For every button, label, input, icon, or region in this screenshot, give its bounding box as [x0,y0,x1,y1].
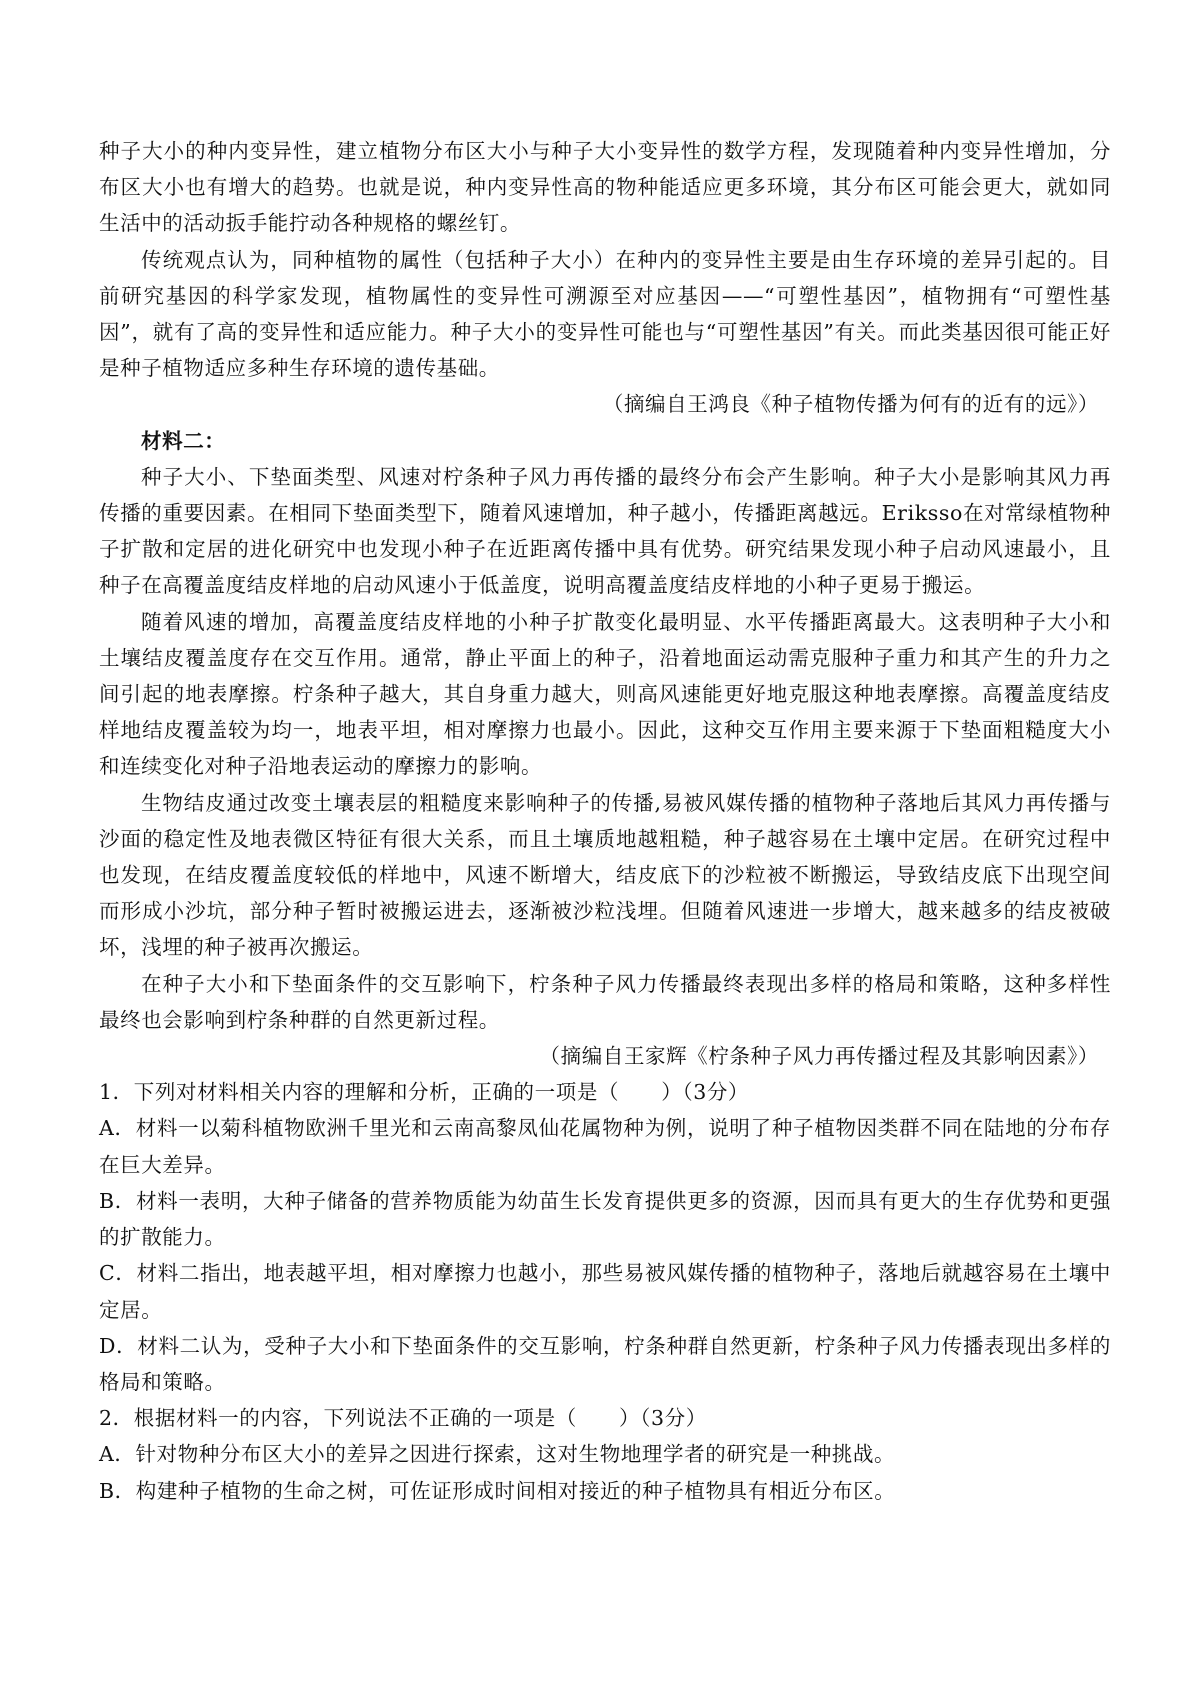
answer-option: D．材料二认为，受种子大小和下垫面条件的交互影响，柠条种群自然更新，柠条种子风力传播表现出多样的格局和策略。 [99,1333,1111,1394]
source-citation: （摘编自王鸿良《种子植物传播为何有的近有的远》） [602,392,1099,417]
material-heading: 材料二： [141,428,226,453]
answer-option: C．材料二指出，地表越平坦，相对摩擦力也越小，那些易被风媒传播的植物种子，落地后就越容易在土壤中定居。 [99,1261,1111,1322]
intro-paragraph: 种子大小的种内变异性，建立植物分布区大小与种子大小变异性的数学方程，发现随着种内变异性增加，分布区大小也有增大的趋势。也就是说，种内变异性高的物种能适应更多环境，其分布区可能会更大，就如同生活中的活动扳手能拧动各种规格的螺丝钉。 [99,139,1111,236]
intro-paragraph: 传统观点认为，同种植物的属性（包括种子大小）在种内的变异性主要是由生存环境的差异引起的。目前研究基因的科学家发现，植物属性的变异性可溯源至对应基因——“可塑性基因”，植物拥有“可塑性基因”，就有了高的变异性和适应能力。种子大小的变异性可能也与“可塑性基因”有关。而此类基因很可能正好是种子植物适应多种生存环境的遗传基础。 [99,247,1111,381]
answer-option: B．构建种子植物的生命之树，可佐证形成时间相对接近的种子植物具有相近分布区。 [99,1478,896,1503]
answer-option: B．材料一表明，大种子储备的营养物质能为幼苗生长发育提供更多的资源，因而具有更大的生存优势和更强的扩散能力。 [99,1188,1111,1250]
material-paragraph: 在种子大小和下垫面条件的交互影响下，柠条种子风力传播最终表现出多样的格局和策略，这种多样性最终也会影响到柠条种群的自然更新过程。 [99,971,1111,1032]
material-paragraph: 种子大小、下垫面类型、风速对柠条种子风力再传播的最终分布会产生影响。种子大小是影响其风力再传播的重要因素。在相同下垫面类型下，随着风速增加，种子越小，传播距离越远。Eriksso在对常绿植物种子扩散和定居的进化研究中也发现小种子在近距离传播中具有优势。研究结果发现小种子启动风速最小，且种子在高覆盖度结皮样地的启动风速小于低盖度，说明高覆盖度结皮样地的小种子更易于搬运。 [99,464,1111,598]
document-page [99,133,1111,1509]
material-paragraph: 随着风速的增加，高覆盖度结皮样地的小种子扩散变化最明显、水平传播距离最大。这表明种子大小和土壤结皮覆盖度存在交互作用。通常，静止平面上的种子，沿着地面运动需克服种子重力和其产生的升力之间引起的地表摩擦。柠条种子越大，其自身重力越大，则高风速能更好地克服这种地表摩擦。高覆盖度结皮样地结皮覆盖较为均一，地表平坦，相对摩擦力也最小。因此，这种交互作用主要来源于下垫面粗糙度大小和连续变化对种子沿地表运动的摩擦力的影响。 [99,609,1111,779]
answer-option: A．材料一以菊科植物欧洲千里光和云南高黎凤仙花属物种为例，说明了种子植物因类群不同在陆地的分布存在巨大差异。 [99,1116,1111,1177]
question-stem: 1．下列对材料相关内容的理解和分析，正确的一项是（ ）（3分） [99,1080,750,1105]
answer-option: A．针对物种分布区大小的差异之因进行探索，这对生物地理学者的研究是一种挑战。 [99,1442,896,1467]
material-paragraph: 生物结皮通过改变土壤表层的粗糙度来影响种子的传播,易被风媒传播的植物种子落地后其风力再传播与沙面的稳定性及地表微区特征有很大关系，而且土壤质地越粗糙，种子越容易在土壤中定居。在研究过程中也发现，在结皮覆盖度较低的样地中，风速不断增大，结皮底下的沙粒被不断搬运，导致结皮底下出现空间而形成小沙坑，部分种子暂时被搬运进去，逐渐被沙粒浅埋。但随着风速进一步增大，越来越多的结皮被破坏，浅埋的种子被再次搬运。 [99,790,1111,960]
source-citation: （摘编自王家辉《柠条种子风力再传播过程及其影响因素》） [539,1044,1099,1069]
question-stem: 2．根据材料一的内容，下列说法不正确的一项是（ ）（3分） [99,1406,707,1431]
